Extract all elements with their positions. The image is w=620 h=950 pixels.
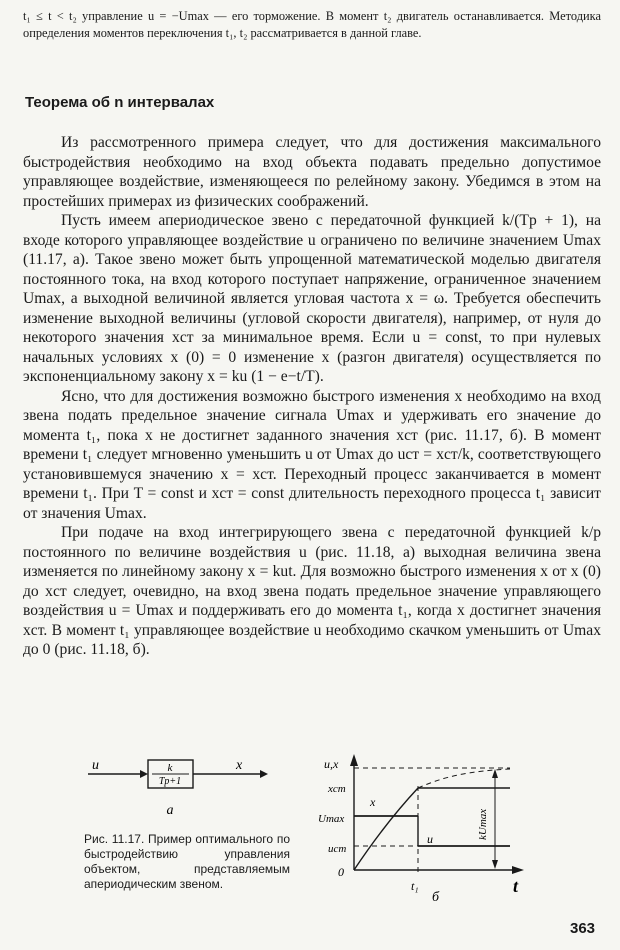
block-numerator: k	[167, 762, 173, 774]
figure-a-block-diagram	[80, 752, 280, 822]
x-curve-label: x	[370, 795, 376, 809]
kumax-arrow-top	[492, 769, 498, 778]
paragraph-4: При подаче на вход интегрирующего звена с передаточной функцией k/p постоянного по величине воздействия u (рис. 11.18, а) выходная величина звена изменяется по линейному закону x = kut. Для возможно быстрого изменения x от x (0) до xст следует, очевидно, на вход звена подать предельное значение управляющего воздействия u = Umax и поддерживать его до момента t₁, когда x достигнет значения xст. В момент t₁ управляющее воздействие u необходимо скачком уменьшить от Umax до 0 (рис. 11.18, б).	[23, 524, 601, 658]
t1-label: t₁	[411, 879, 419, 893]
x-axis-label: t	[513, 876, 519, 896]
output-label: x	[236, 758, 243, 773]
paragraph-3: Ясно, что для достижения возможно быстрого изменения x необходимо на вход звена подать предельное значение сигнала Umax и удерживать его значение до момента t₁, пока x не достигнет заданного значения xст (рис. 11.17, б). В момент времени t₁ следует мгновенно уменьшить u от Umax до uст = xст/k, соответствующего установившемуся значению x = xст. Переходный процесс заканчивается в момент времени t₁. При T = const и xст = const длительность переходного процесса t₁ зависит от значения Umax.	[23, 387, 601, 522]
origin-label: 0	[338, 865, 344, 879]
xst-label: xст	[328, 783, 346, 795]
top-note: t₁ ≤ t < t₂ управление u = −Umax — его торможение. В момент t₂ двигатель останавливается. Методика определения моментов переключения t₁, t₂ рассматривается в данной главе.	[23, 9, 601, 40]
paragraph-2: Пусть имеем апериодическое звено с передаточной функцией k/(Tp + 1), на входе которого управляющее воздействие u ограничено по величине значением Umax (11.17, а). Такое звено может быть упрощенной математической моделью двигателя постоянного тока, на вход которого поступает напряжение, ограниченное значением Umax, а выходной величиной является угловая частота x = ω. Требуется обеспечить изменение выходной величины (угловой скорости двигателя), например, от нуля до некоторого значения xст за минимальное время. Если u = const, то при нулевых начальных условиях x (0) = 0 изменение x (разгон двигателя) осуществляется по экспоненциальному закону x = ku (1 − e−t/T).	[23, 212, 601, 385]
kumax-arrow-bottom	[492, 860, 498, 869]
y-axis-label: u,x	[324, 757, 339, 771]
umax-label: Umax	[318, 813, 345, 825]
figure-a-sublabel: а	[166, 803, 174, 818]
section-heading: Теорема об n интервалах	[25, 94, 215, 111]
ust-label: uст	[328, 843, 347, 855]
u-curve-label: u	[427, 832, 433, 846]
figure-caption: Рис. 11.17. Пример оптимального по быстродействию управления объектом, представляемым апериодическим звеном.	[84, 832, 290, 891]
block-denominator: Tp+1	[158, 776, 182, 787]
figure-b-sublabel: б	[432, 890, 440, 905]
y-axis-arrow	[350, 754, 358, 766]
x-curve	[354, 788, 418, 870]
paragraph-1: Из рассмотренного примера следует, что для достижения максимального быстродействия необходимо на вход объекта подавать предельно допустимое управляющее воздействие, изменяющееся по релейному закону. Убедимся в этом на простейших примерах из физических соображений.	[23, 134, 601, 210]
x-curve-continuation	[418, 769, 510, 788]
output-arrow-head	[260, 770, 268, 778]
figure-b-time-diagram	[310, 748, 535, 908]
input-arrow-head	[140, 770, 148, 778]
input-label: u	[92, 758, 99, 773]
x-axis-arrow	[512, 866, 524, 874]
kumax-label: kUmax	[477, 808, 489, 840]
page-number: 363	[570, 920, 596, 937]
body-text	[23, 133, 601, 660]
